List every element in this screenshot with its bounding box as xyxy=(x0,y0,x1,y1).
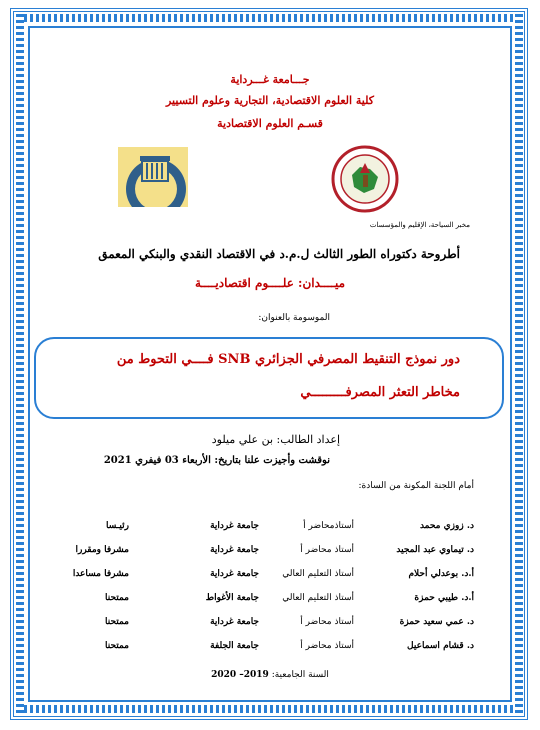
member-rank: أستاذ محاضر أ xyxy=(300,545,354,555)
member-role: ممتحنا xyxy=(104,641,129,651)
member-university: جامعة الجلفة xyxy=(210,641,259,651)
academic-year xyxy=(0,670,540,680)
thesis-type: أطروحة دكتوراه الطور الثالث ل.م.د في الاقتصاد النقدي والبنكي المعمق xyxy=(98,247,460,261)
member-name: أ.د. طيبي حمزة xyxy=(414,593,474,603)
member-role: مشرفا ومقررا xyxy=(75,545,129,555)
thesis-title-line-1: دور نموذج التنقيط المصرفي الجزائري SNB فــــي التحوط من xyxy=(116,352,460,367)
laboratory-logo xyxy=(118,147,188,207)
university-seal-logo xyxy=(330,145,400,213)
page-border-right-strip xyxy=(515,14,523,714)
committee-row xyxy=(60,521,474,539)
academic-year-value: 2019– 2020 xyxy=(211,670,269,680)
university-name: جـــامعة غـــرداية xyxy=(230,73,310,86)
member-university: جامعة غرداية xyxy=(210,569,259,579)
member-rank: أستاذمحاضر أ xyxy=(303,521,354,531)
faculty-name: كلية العلوم الاقتصادية، التجارية وعلوم التسيير xyxy=(165,94,374,107)
committee-row xyxy=(60,641,474,659)
academic-year-label: السنة الجامعية: xyxy=(271,670,329,680)
committee-row xyxy=(60,617,474,635)
member-name: د. قشام اسماعيل xyxy=(407,641,474,651)
titled-label: الموسومة بالعنوان: xyxy=(258,313,330,323)
committee-row xyxy=(60,593,474,611)
member-university: جامعة الأغواط xyxy=(205,593,259,603)
committee-row xyxy=(60,569,474,587)
member-role: ممتحنا xyxy=(104,617,129,627)
committee-label: أمام اللجنة المكونة من السادة: xyxy=(358,481,474,491)
member-role: ممتحنا xyxy=(104,593,129,603)
member-role: رئيـسا xyxy=(106,521,129,531)
defense-date: نوقشت وأجيزت علنا بتاريخ: الأربعاء 03 فيفري 2021 xyxy=(103,455,330,466)
member-name: د. زوزي محمد xyxy=(419,521,474,531)
field-of-study: ميــــدان: علــــوم اقتصاديــــة xyxy=(194,276,346,290)
committee-row xyxy=(60,545,474,563)
member-name: أ.د. بوعدلي أحلام xyxy=(408,569,474,579)
page-border-bottom-strip xyxy=(18,705,522,713)
department-name: قسـم العلوم الاقتصادية xyxy=(217,117,323,130)
member-name: د. تيماوي عبد المجيد xyxy=(396,545,474,555)
thesis-title-box xyxy=(34,337,504,419)
page-border-top-strip xyxy=(18,14,522,22)
member-name: د. عمي سعيد حمزة xyxy=(399,617,474,627)
member-rank: أستاذ محاضر أ xyxy=(300,617,354,627)
member-university: جامعة غرداية xyxy=(210,617,259,627)
page-border-left-strip xyxy=(16,14,24,714)
member-university: جامعة غرداية xyxy=(210,545,259,555)
member-rank: أستاذ التعليم العالي xyxy=(282,569,354,579)
member-rank: أستاذ التعليم العالي xyxy=(282,593,354,603)
member-rank: أستاذ محاضر أ xyxy=(300,641,354,651)
member-university: جامعة غرداية xyxy=(210,521,259,531)
member-role: مشرفا مساعدا xyxy=(72,569,129,579)
thesis-title-line-2: مخاطر التعثر المصرفـــــــــي xyxy=(300,385,460,400)
student-name: إعداد الطالب: بن علي ميلود xyxy=(211,433,340,446)
laboratory-name: مخبر السياحة، الإقليم والمؤسسات xyxy=(369,221,470,229)
